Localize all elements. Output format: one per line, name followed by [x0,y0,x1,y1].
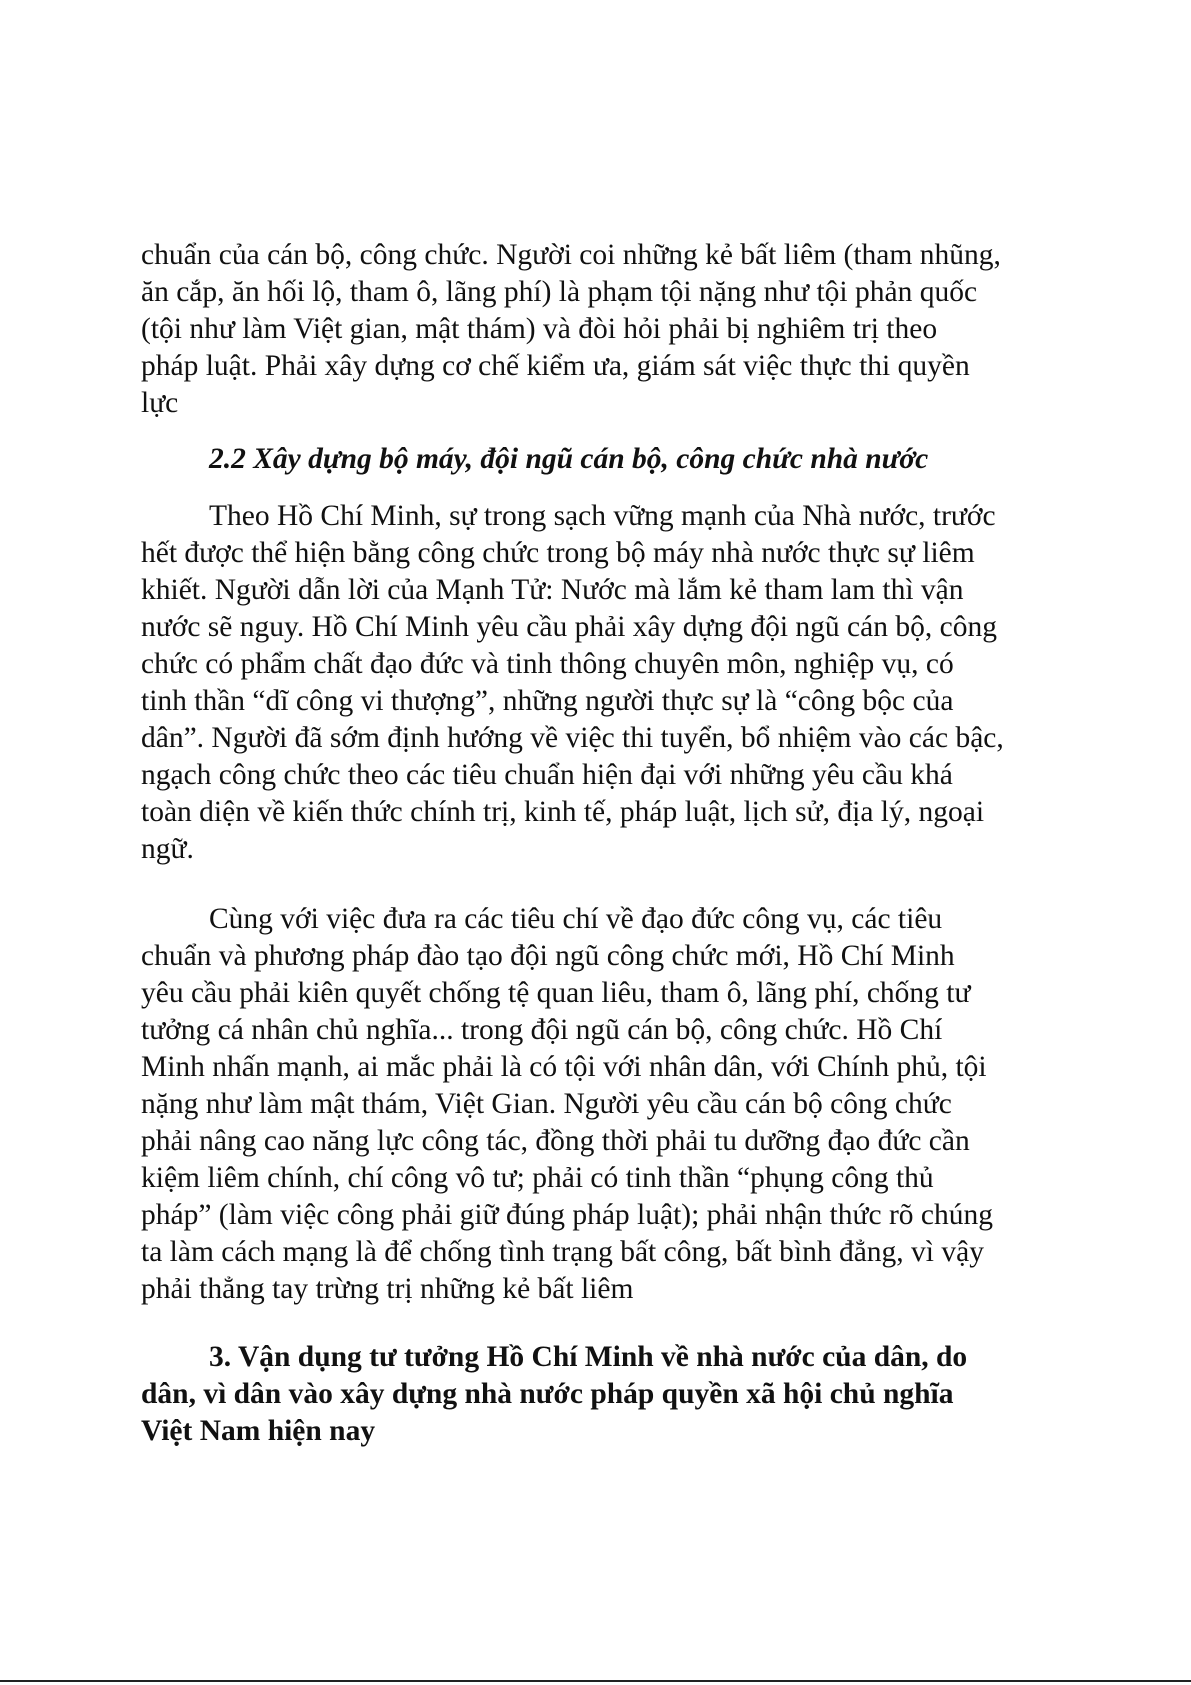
paragraph-line: pháp luật. Phải xây dựng cơ chế kiểm ưa, giám sát việc thực thi quyền [141,350,970,382]
paragraph-line: nước sẽ nguy. Hồ Chí Minh yêu cầu phải xây dựng đội ngũ cán bộ, công [141,611,997,643]
section-heading-2-2: 2.2 Xây dựng bộ máy, đội ngũ cán bộ, công chức nhà nước [209,443,929,475]
paragraph-line: dân”. Người đã sớm định hướng về việc thi tuyển, bổ nhiệm vào các bậc, [141,722,1004,754]
paragraph-line: pháp” (làm việc công phải giữ đúng pháp luật); phải nhận thức rõ chúng [141,1199,993,1231]
paragraph-line: nặng như làm mật thám, Việt Gian. Người yêu cầu cán bộ công chức [141,1088,952,1120]
paragraph-line: Theo Hồ Chí Minh, sự trong sạch vững mạnh của Nhà nước, trước [209,500,996,532]
paragraph-line: (tội như làm Việt gian, mật thám) và đòi hỏi phải bị nghiêm trị theo [141,313,938,345]
paragraph-line: lực [141,387,179,419]
paragraph-line: khiết. Người dẫn lời của Mạnh Tử: Nước mà lắm kẻ tham lam thì vận [141,574,964,606]
paragraph-line: tinh thần “dĩ công vi thượng”, những người thực sự là “công bộc của [141,685,954,717]
paragraph-line: hết được thể hiện bằng công chức trong bộ máy nhà nước thực sự liêm [141,537,975,569]
paragraph-line: tưởng cá nhân chủ nghĩa... trong đội ngũ cán bộ, công chức. Hồ Chí [141,1014,943,1046]
paragraph-line: phải thẳng tay trừng trị những kẻ bất liêm [141,1273,634,1305]
paragraph-line: chuẩn và phương pháp đào tạo đội ngũ công chức mới, Hồ Chí Minh [141,940,955,972]
section-heading-3: Việt Nam hiện nay [141,1415,376,1447]
paragraph-line: kiệm liêm chính, chí công vô tư; phải có tinh thần “phụng công thủ [141,1162,934,1194]
paragraph-line: yêu cầu phải kiên quyết chống tệ quan liêu, tham ô, lãng phí, chống tư [141,977,971,1009]
section-heading-3: dân, vì dân vào xây dựng nhà nước pháp quyền xã hội chủ nghĩa [141,1378,954,1410]
paragraph-line: ăn cắp, ăn hối lộ, tham ô, lãng phí) là phạm tội nặng như tội phản quốc [141,276,978,308]
paragraph-line: ngạch công chức theo các tiêu chuẩn hiện đại với những yêu cầu khá [141,759,953,791]
paragraph-line: Minh nhấn mạnh, ai mắc phải là có tội với nhân dân, với Chính phủ, tội [141,1051,987,1083]
paragraph-line: ta làm cách mạng là để chống tình trạng bất công, bất bình đẳng, vì vậy [141,1236,984,1268]
paragraph-line: Cùng với việc đưa ra các tiêu chí về đạo đức công vụ, các tiêu [209,903,943,935]
paragraph-line: ngữ. [141,833,194,865]
page-bottom-rule [0,1680,1191,1682]
paragraph-line: chức có phẩm chất đạo đức và tinh thông chuyên môn, nghiệp vụ, có [141,648,954,680]
paragraph-line: toàn diện về kiến thức chính trị, kinh tế, pháp luật, lịch sử, địa lý, ngoại [141,796,985,828]
paragraph-line: chuẩn của cán bộ, công chức. Người coi những kẻ bất liêm (tham nhũng, [141,239,1001,271]
paragraph-line: phải nâng cao năng lực công tác, đồng thời phải tu dưỡng đạo đức cần [141,1125,970,1157]
section-heading-3: 3. Vận dụng tư tưởng Hồ Chí Minh về nhà nước của dân, do [209,1341,968,1373]
